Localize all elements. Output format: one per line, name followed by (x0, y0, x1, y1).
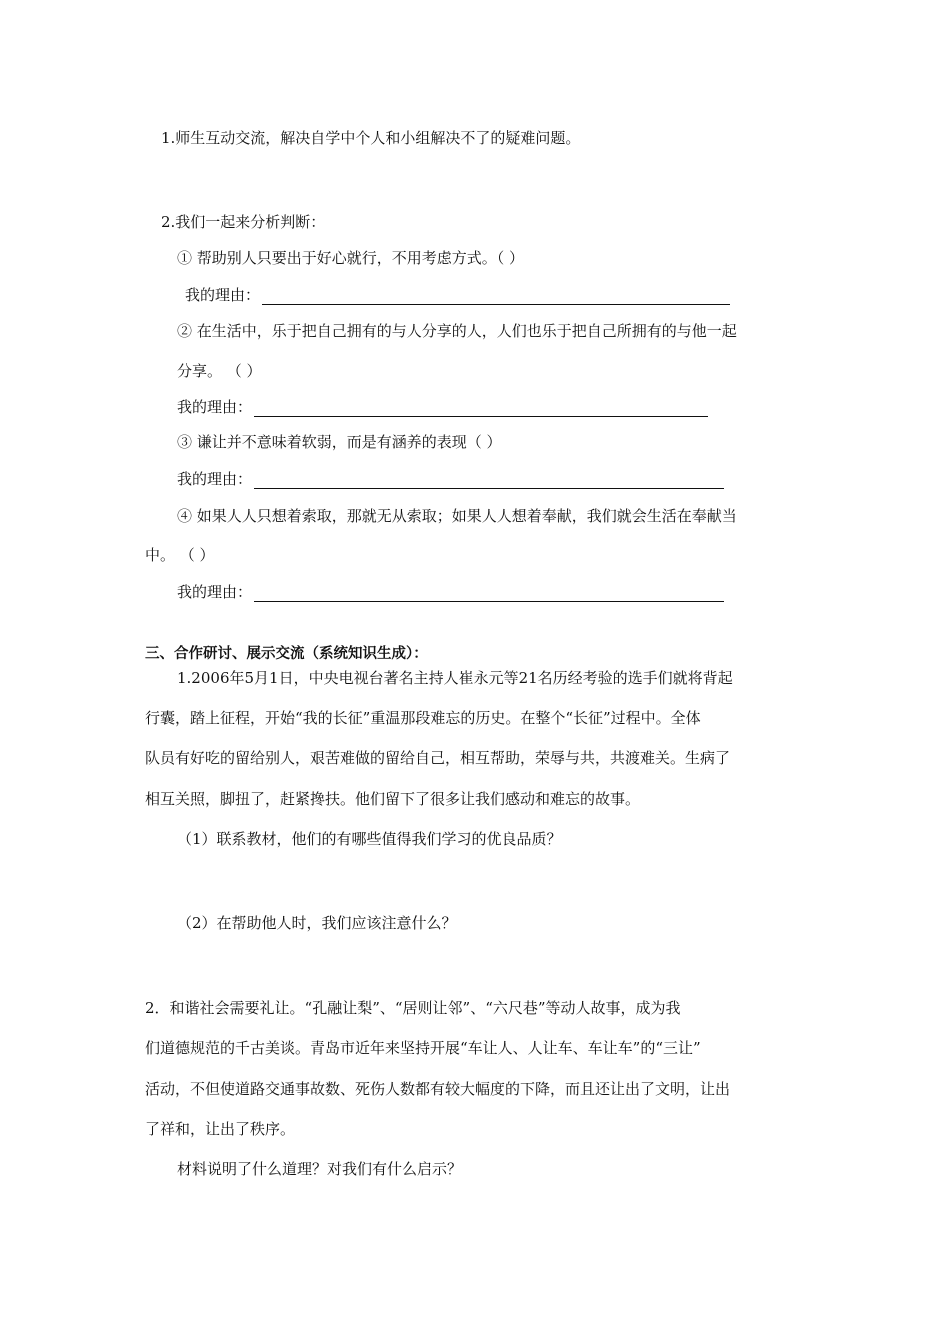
reason-row-2 (177, 397, 708, 417)
reason-blank-1[interactable] (262, 288, 730, 305)
item-1: 1.师生互动交流，解决自学中个人和小组解决不了的疑难问题。 (161, 129, 581, 147)
question-3: ③ 谦让并不意味着软弱，而是有涵养的表现（ ） (177, 433, 502, 451)
paragraph-2-line-3: 活动，不但使道路交通事故数、死伤人数都有较大幅度的下降，而且还让出了文明，让出 (145, 1080, 731, 1098)
question-1: ① 帮助别人只要出于好心就行，不用考虑方式。（ ） (177, 249, 525, 267)
question-4-line-1: ④ 如果人人只想着索取，那就无从索取；如果人人想着奉献，我们就会生活在奉献当 (177, 507, 737, 525)
paragraph-1-line-3: 队员有好吃的留给别人，艰苦难做的留给自己，相互帮助，荣辱与共，共渡难关。生病了 (145, 749, 731, 767)
question-2-line-1: ② 在生活中，乐于把自己拥有的与人分享的人，人们也乐于把自己所拥有的与他一起 (177, 322, 737, 340)
paragraph-1-line-4: 相互关照，脚扭了，赶紧搀扶。他们留下了很多让我们感动和难忘的故事。 (145, 790, 641, 808)
paragraph-1-line-1: 1.2006年5月1日，中央电视台著名主持人崔永元等21名历经考验的选手们就将背起 (177, 669, 733, 687)
question-4-line-2: 中。 （ ） (145, 546, 215, 564)
paragraph-1-question-2: （2）在帮助他人时，我们应该注意什么？ (177, 914, 457, 932)
question-2-line-2: 分享。 （ ） (177, 362, 262, 380)
paragraph-2-line-1: 2．和谐社会需要礼让。“孔融让梨”、“居则让邻”、“六尺巷”等动人故事，成为我 (145, 999, 681, 1017)
reason-blank-2[interactable] (254, 400, 708, 417)
item-2-intro: 2.我们一起来分析判断： (161, 213, 326, 231)
reason-label: 我的理由： (185, 286, 261, 304)
reason-blank-3[interactable] (254, 472, 724, 489)
section-3-heading: 三、合作研讨、展示交流（系统知识生成）： (145, 646, 428, 662)
reason-row-1 (185, 285, 730, 305)
paragraph-2-line-2: 们道德规范的千古美谈。青岛市近年来坚持开展“车让人、人让车、车让车”的“三让” (145, 1039, 701, 1057)
reason-label: 我的理由： (177, 470, 253, 488)
reason-label: 我的理由： (177, 398, 253, 416)
reason-blank-4[interactable] (254, 585, 724, 602)
paragraph-2-line-4: 了祥和，让出了秩序。 (145, 1120, 296, 1138)
paragraph-1-line-2: 行囊，踏上征程，开始“我的长征”重温那段难忘的历史。在整个“长征”过程中。全体 (145, 709, 701, 727)
reason-label: 我的理由： (177, 583, 253, 601)
reason-row-3 (177, 469, 724, 489)
paragraph-2-question: 材料说明了什么道理？对我们有什么启示？ (177, 1160, 463, 1178)
paragraph-1-question-1: （1）联系教材，他们的有哪些值得我们学习的优良品质？ (177, 830, 562, 848)
reason-row-4 (177, 582, 724, 602)
